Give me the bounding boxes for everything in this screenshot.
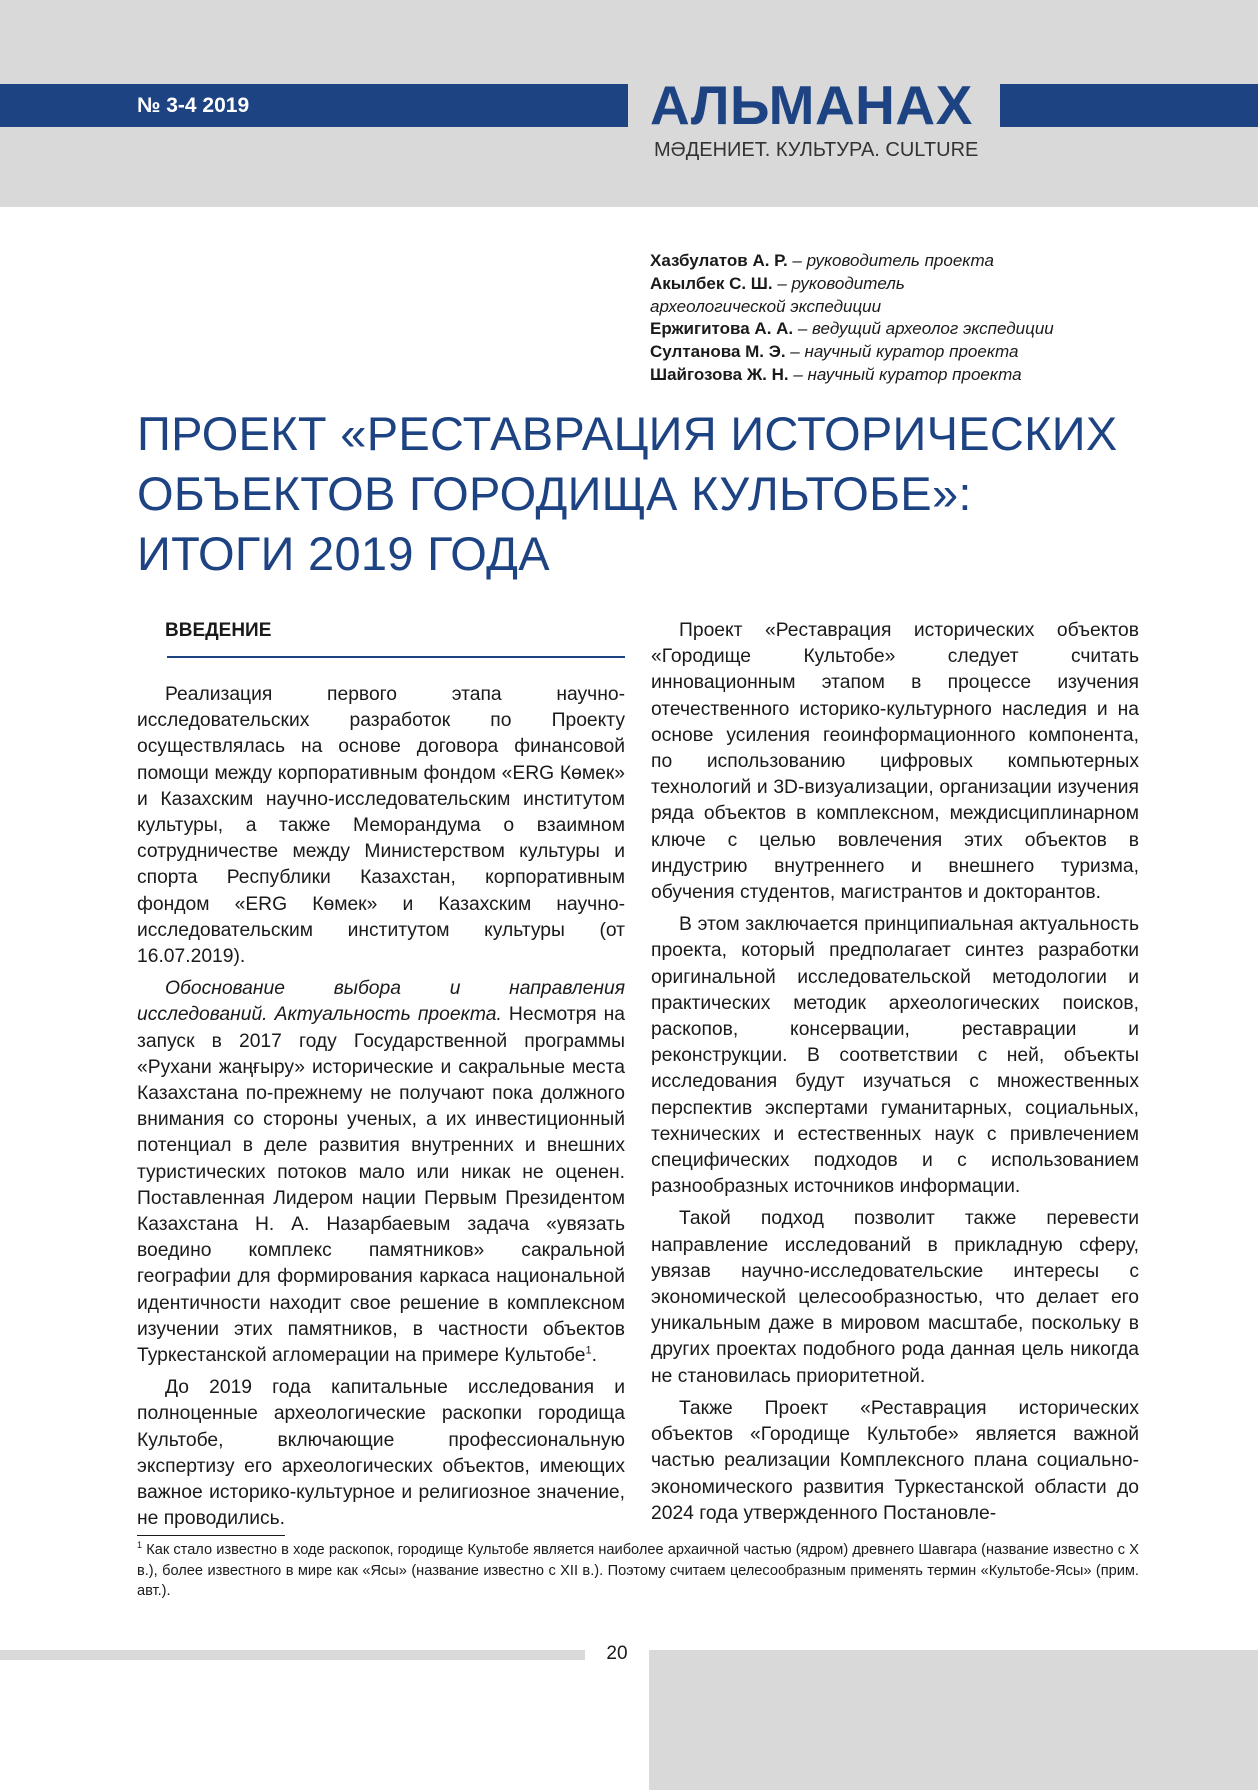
footer-block <box>649 1650 1258 1790</box>
title-line: ОБЪЕКТОВ ГОРОДИЩА КУЛЬТОБЕ»: <box>137 467 972 520</box>
footer-bar <box>0 1650 585 1660</box>
author-row: археологической экспедиции <box>650 296 882 316</box>
title-line: ИТОГИ 2019 ГОДА <box>137 527 550 580</box>
title-line: ПРОЕКТ «РЕСТАВРАЦИЯ ИСТОРИЧЕСКИХ <box>137 407 1118 460</box>
footnote-ref[interactable]: 1 <box>585 1344 592 1357</box>
author-row: Ержигитова А. А. – ведущий археолог экспедиции <box>650 319 1054 339</box>
issue-number: № 3-4 2019 <box>137 94 250 117</box>
author-row: Акылбек С. Ш. – руководитель <box>650 273 905 293</box>
section-heading: ВВЕДЕНИЕ <box>165 620 272 641</box>
paragraph: Проект «Реставрация исторических объектов «Городище Культобе» следует считать инновационным этапом в процессе изучения отечественного историко-культурного наследия и на основе усиления геоинформационного компонента, по использованию цифровых компьютерных технологий и 3D-визуализации, организации изучения ряда объектов в комплексном, междисциплинарном ключе с целью вовлечения этих объектов в индустрию внутреннего и внешнего туризма, обучения студентов, магистрантов и докторантов. <box>651 620 1139 904</box>
paragraph: До 2019 года капитальные исследования и полноценные археологические раскопки городища Культобе, включающие профессиональную экспертизу его археологических объектов, имеющих важное историко-культурное и религиозное значение, не проводились. <box>137 1377 625 1530</box>
author-row: Хазбулатов А. Р. – руководитель проекта <box>650 251 994 270</box>
page-number: 20 <box>606 1643 628 1664</box>
footnote-divider <box>137 1535 285 1536</box>
header-bar-left <box>0 84 628 127</box>
paragraph: Обоснование выбора и направления исследований. Актуальность проекта. Несмотря на запуск в 2017 году Государственной программы «Рухани жаңғыру» исторические и сакральные места Казахстана по-прежнему не получают пока должного внимания со стороны ученых, а их инвестиционный потенциал в деле развития внутренних и внешних туристических потоков мало или никак не оценен. Поставленная Лидером нации Первым Президентом Казахстана Н. А. Назарбаевым задача «увязать воедино комплекс памятников» сакральной географии для формирования каркаса национальной идентичности находит свое решение в комплексном изучении этих памятников, в частности объектов Туркестанской агломерации на примере Культобе$^1$. <box>137 978 625 1367</box>
left-column <box>137 618 625 1539</box>
footnote: $^1$ Как стало известно в ходе раскопок, городище Культобе является наиболее архаичной частью (ядром) древнего Шавгара (название известно с X в.), более известного в мире как «Ясы» (название известно с XII в.). Поэтому считаем целесообразным применять термин «Культобе-Ясы» (прим. авт.). <box>137 1540 1139 1599</box>
author-list <box>650 250 1110 387</box>
paragraph: Также Проект «Реставрация исторических объектов «Городище Культобе» является важной частью реализации Комплексного плана социально-экономического развития Туркестанской области до 2024 года утвержденного Постановле- <box>651 1397 1139 1524</box>
header-bar-right <box>1000 84 1258 127</box>
journal-subtitle: МӘДЕНИЕТ. КУЛЬТУРА. CULTURE <box>654 139 979 161</box>
section-divider <box>167 656 625 658</box>
journal-title: АЛЬМАНАХ <box>650 74 973 136</box>
paragraph: Реализация первого этапа научно-исследовательских разработок по Проекту осуществлялась на основе договора финансовой помощи между корпоративным фондом «ERG Көмек» и Казахским научно-исследовательским институтом культуры, а также Меморандума о взаимном сотрудничестве между Министерством культуры и спорта Республики Казахстан, корпоративным фондом «ERG Көмек» и Казахским научно-исследовательским институтом культуры (от 16.07.2019). <box>137 684 625 968</box>
author-row: Султанова М. Э. – научный куратор проекта <box>650 342 1019 362</box>
paragraph: В этом заключается принципиальная актуальность проекта, который предполагает синтез разработки оригинальной исследовательской методологии и практических методик археологических поисков, раскопов, консервации, реставрации и реконструкции. В соответствии с ней, объекты исследования будут изучаться с множественных перспектив экспертами гуманитарных, социальных, технических и естественных наук с привлечением специфических подходов и с использованием разнообразных источников информации. <box>651 914 1139 1198</box>
right-column <box>651 618 1139 1533</box>
paragraph: Такой подход позволит также перевести направление исследований в прикладную сферу, увязав научно-исследовательские интересы с экономической целесообразностью, что делает его уникальным даже в мировом масштабе, поскольку в других проектах подобного рода данная цель никогда не становилась приоритетной. <box>651 1208 1139 1387</box>
author-row: Шайгозова Ж. Н. – научный куратор проекта <box>650 364 1022 384</box>
article-title <box>137 404 1137 584</box>
